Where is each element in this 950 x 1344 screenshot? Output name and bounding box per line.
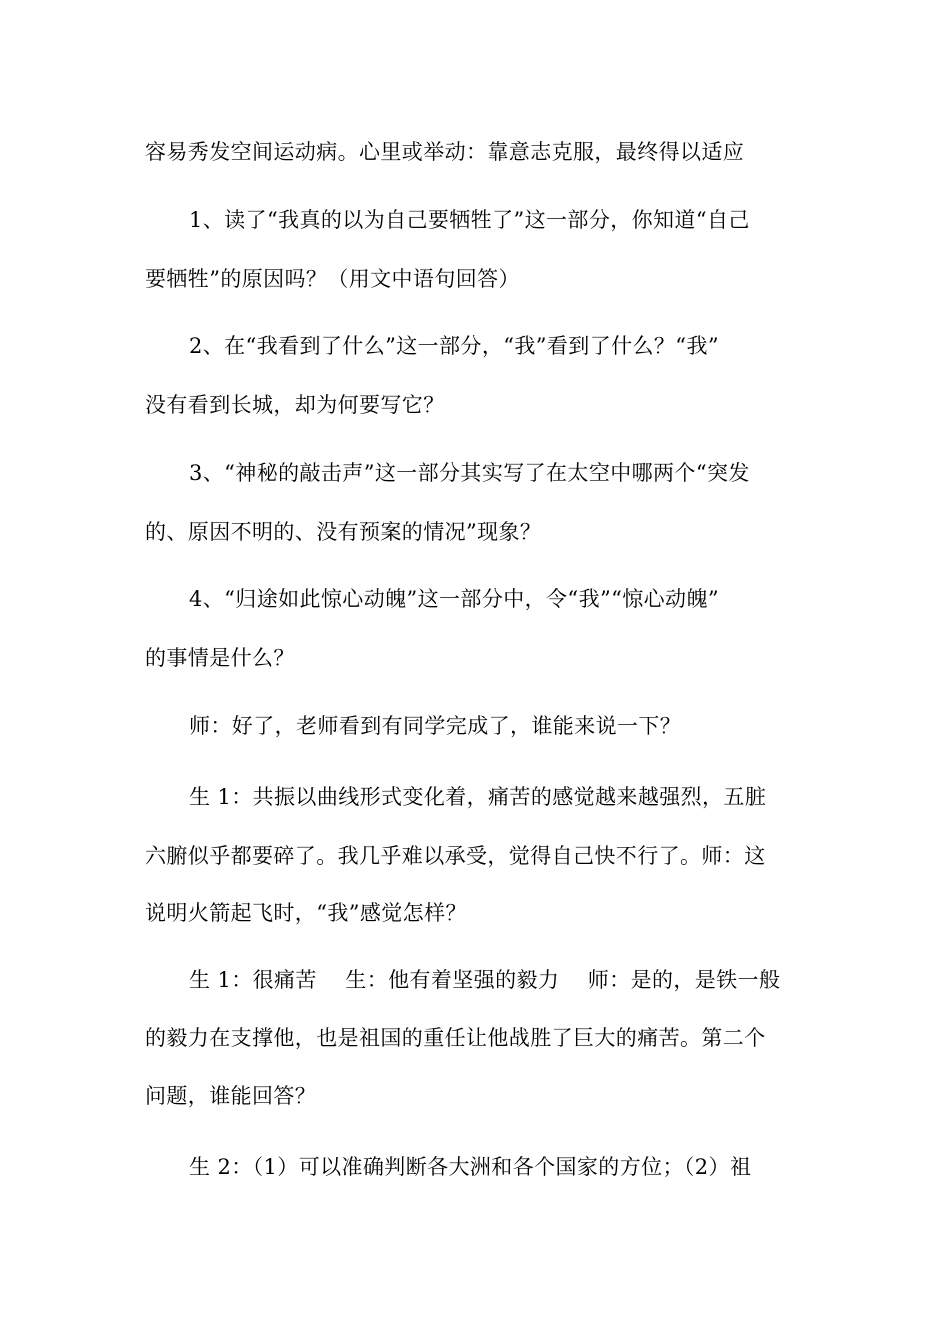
question-4-line-1: 4、“归途如此惊心动魄”这一部分中，令“我”“惊心动魄” — [189, 587, 719, 611]
question-3-line-1: 3、“神秘的敲击声”这一部分其实写了在太空中哪两个“突发 — [189, 461, 750, 485]
text-line-1: 容易秀发空间运动病。心里或举动：靠意志克服，最终得以适应 — [145, 140, 745, 164]
student-2-line-1: 生 2：（1）可以准确判断各大洲和各个国家的方位；（2）祖 — [189, 1155, 752, 1179]
question-2-line-1: 2、在“我看到了什么”这一部分，“我”看到了什么？“我” — [189, 334, 719, 358]
question-3-line-2: 的、原因不明的、没有预案的情况”现象？ — [145, 520, 542, 544]
student-1-reply-line-1: 生 1：很痛苦 生：他有着坚强的毅力 师：是的，是铁一般 — [189, 968, 781, 992]
student-1-reply-line-2: 的毅力在支撑他，也是祖国的重任让他战胜了巨大的痛苦。第二个 — [145, 1026, 766, 1050]
student-1-line-3: 说明火箭起飞时，“我”感觉怎样？ — [145, 901, 467, 925]
question-2-line-2: 没有看到长城，却为何要写它？ — [145, 393, 445, 417]
question-4-line-2: 的事情是什么？ — [145, 646, 295, 670]
student-1-reply-line-3: 问题，谁能回答？ — [145, 1084, 317, 1108]
question-1-line-1: 1、读了“我真的以为自己要牺牲了”这一部分，你知道“自己 — [189, 208, 750, 232]
student-1-line-1: 生 1：共振以曲线形式变化着，痛苦的感觉越来越强烈，五脏 — [189, 785, 767, 809]
student-1-line-2: 六腑似乎都要碎了。我几乎难以承受，觉得自己快不行了。师：这 — [145, 844, 766, 868]
question-1-line-2: 要牺牲”的原因吗？（用文中语句回答） — [145, 267, 520, 291]
teacher-line: 师：好了，老师看到有同学完成了，谁能来说一下？ — [189, 714, 682, 738]
